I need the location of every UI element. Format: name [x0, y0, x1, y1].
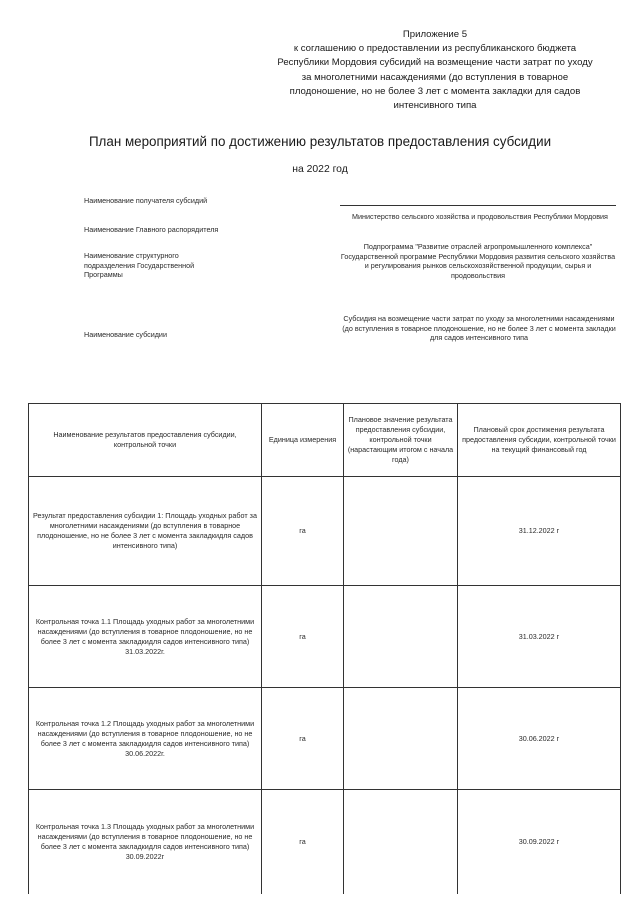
result-name-date: 30.09.2022г: [125, 852, 165, 861]
appendix-line: Республики Мордовия субсидий на возмещение части затрат по уходу: [277, 57, 593, 69]
result-name-cell: [29, 586, 262, 688]
subsidy-value: Субсидия на возмещение части затрат по уходу за многолетними насаждениями (до вступления в товарное плодоношение, но не более 3 лет с момента закладки для садов интенсивного типа: [342, 314, 616, 343]
unit-cell: га: [262, 790, 344, 895]
result-name: Контрольная точка 1.3 Площадь уходных работ за многолетними насаждениями (до вступления в товарное плодоношение, но не более 3 лет с момента закладкидля садов интенсивного типа): [35, 822, 255, 851]
result-name-cell: [29, 477, 262, 586]
program-label: Наименование структурного подразделения Государственной Программы: [84, 251, 195, 280]
header-planned-value: Плановое значение результата предоставления субсидии, контрольной точки (нарастающим итогом с начала года): [344, 404, 458, 477]
recipient-underline: [340, 205, 616, 206]
document-year: на 2022 год: [292, 164, 348, 175]
header-unit: Единица измерения: [262, 404, 344, 477]
table-row: [29, 790, 621, 895]
table-row: [29, 477, 621, 586]
result-name-cell: [29, 688, 262, 790]
chief-manager-value: Министерство сельского хозяйства и продовольствия Республики Мордовия: [352, 212, 608, 221]
subsidy-label: Наименование субсидии: [84, 330, 167, 339]
appendix-header: [255, 28, 615, 113]
document-title: План мероприятий по достижению результатов предоставления субсидии: [88, 134, 552, 149]
appendix-line: Приложение 5: [402, 29, 468, 40]
result-name: Контрольная точка 1.1 Площадь уходных работ за многолетними насаждениями (до вступления в товарное плодоношение, но не более 3 лет с момента закладкидля садов интенсивного типа): [35, 616, 255, 646]
deadline-cell: 31.12.2022 г: [458, 477, 621, 586]
table-row: [29, 586, 621, 688]
result-name-date: 30.06.2022г.: [125, 748, 165, 758]
header-deadline: Плановый срок достижения результата предоставления субсидии, контрольной точки на текущий финансовый год: [458, 404, 621, 477]
appendix-line: плодоношение, но не более 3 лет с момента закладки для садов: [289, 85, 581, 97]
deadline-cell: 30.06.2022 г: [458, 688, 621, 790]
deadline-cell: 31.03.2022 г: [458, 586, 621, 688]
result-name-cell: [29, 790, 262, 895]
planned-value-cell: [344, 477, 458, 586]
result-name: Результат предоставления субсидии 1: Площадь уходных работ за многолетними насаждениями (до вступления в товарное плодоношение, но не более 3 лет с момента закладкидля садов интенсивного типа): [33, 511, 257, 550]
planned-value-cell: [344, 688, 458, 790]
recipient-label: Наименование получателя субсидий: [84, 196, 208, 205]
chief-manager-label: Наименование Главного распорядителя: [84, 225, 219, 234]
table-row: [29, 688, 621, 790]
results-table: [28, 403, 621, 894]
table-header-row: [29, 404, 621, 477]
result-name-date: 31.03.2022г.: [125, 646, 165, 656]
appendix-line: к соглашению о предоставлении из республиканского бюджета: [293, 43, 577, 55]
result-name: Контрольная точка 1.2 Площадь уходных работ за многолетними насаждениями (до вступления в товарное плодоношение, но не более 3 лет с момента закладкидля садов интенсивного типа): [35, 718, 255, 748]
deadline-cell: 30.09.2022 г: [458, 790, 621, 895]
unit-cell: га: [262, 688, 344, 790]
unit-cell: га: [262, 586, 344, 688]
appendix-line: за многолетними насаждениями (до вступления в товарное: [301, 71, 569, 83]
planned-value-cell: [344, 586, 458, 688]
program-value: Подпрограмма "Развитие отраслей агропромышленного комплекса" Государственной программе Республики Мордовия развития сельского хозяйства и регулирования рынков сельскохозяйственной продукции, сырья и продовольствия: [340, 242, 616, 280]
planned-value-cell: [344, 790, 458, 895]
unit-cell: га: [262, 477, 344, 586]
appendix-line: интенсивного типа: [393, 100, 477, 112]
header-result-name: Наименование результатов предоставления субсидии, контрольной точки: [29, 404, 262, 477]
